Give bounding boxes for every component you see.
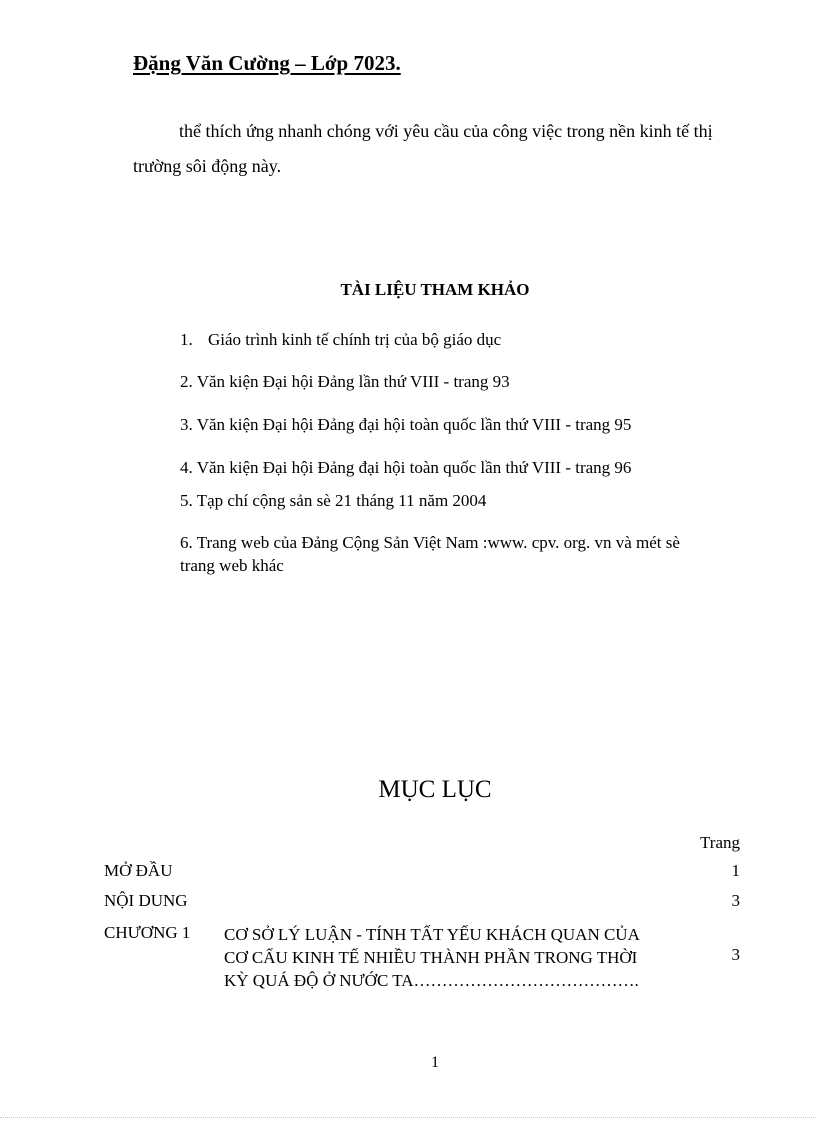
toc-entry-label: MỞ ĐẦU [104,861,173,880]
toc-page-header: Trang [700,833,740,852]
toc-title: MỤC LỤC [378,776,492,803]
reference-number: 1. [180,330,193,349]
reference-item-5: 5. Tạp chí cộng sản sè 21 tháng 11 năm 2004 [180,491,487,510]
toc-entry-label: NỘI DUNG [104,891,188,910]
reference-item-6-line-1: 6. Trang web của Đảng Cộng Sản Việt Nam :www. cpv. org. vn và mét sè [180,533,680,552]
toc-chapter-title-line-2: CƠ CẤU KINH TẾ NHIỀU THÀNH PHẦN TRONG THỜI [224,948,638,967]
reference-item-4: 4. Văn kiện Đại hội Đảng đại hội toàn quốc lần thứ VIII - trang 96 [180,458,632,477]
footer-divider [0,1117,816,1118]
reference-item-6-line-2: trang web khác [180,556,284,575]
toc-entry-page: 1 [731,861,740,880]
intro-line-1: thể thích ứng nhanh chóng với yêu cầu của công việc trong nền kinh tế thị [179,121,713,141]
toc-entry-page: 3 [731,945,740,964]
intro-line-2: trường sôi động này. [133,156,282,176]
reference-text: Giáo trình kinh tế chính trị của bộ giáo dục [208,330,502,349]
toc-entry-page: 3 [731,891,740,910]
reference-item-2: 2. Văn kiện Đại hội Đảng lần thứ VIII - trang 93 [180,372,510,391]
toc-entry-label: CHƯƠNG 1 [104,923,191,942]
references-title: TÀI LIỆU THAM KHẢO [340,280,530,299]
author-class-header: Đặng Văn Cường – Lớp 7023. [133,51,401,75]
reference-item-3: 3. Văn kiện Đại hội Đảng đại hội toàn quốc lần thứ VIII - trang 95 [180,415,632,434]
page-number: 1 [431,1054,439,1071]
toc-chapter-title-line-1: CƠ SỞ LÝ LUẬN - TÍNH TẤT YẾU KHÁCH QUAN CỦA [224,925,640,944]
toc-chapter-title-line-3: KỲ QUÁ ĐỘ Ở NƯỚC TA…………………………………. [224,971,639,990]
reference-item-1 [180,330,501,350]
toc-chapter-title [224,923,640,992]
